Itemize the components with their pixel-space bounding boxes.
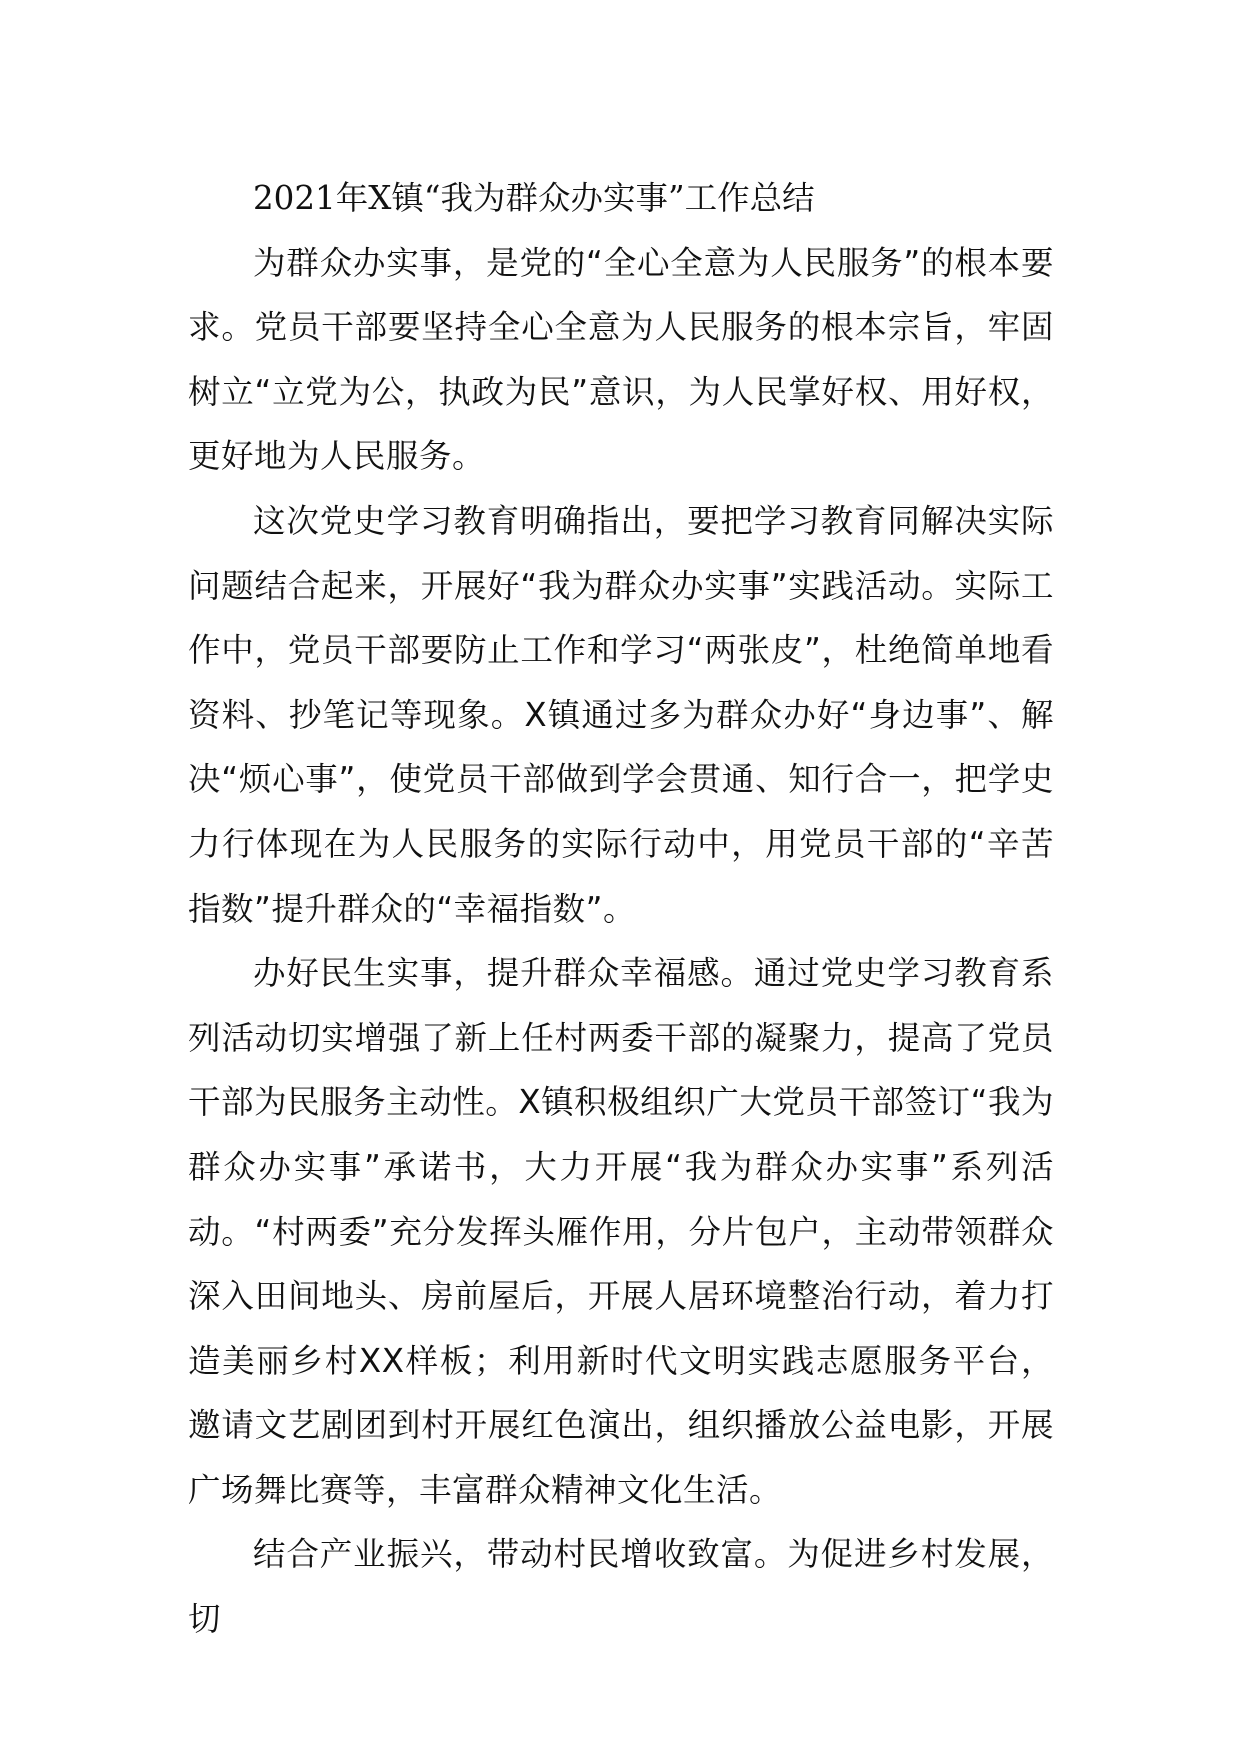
- paragraph-3: 办好民生实事，提升群众幸福感。通过党史学习教育系列活动切实增强了新上任村两委干部的凝聚力，提高了党员干部为民服务主动性。X镇积极组织广大党员干部签订“我为群众办实事”承诺书，大力开展“我为群众办实事”系列活动。“村两委”充分发挥头雁作用，分片包户，主动带领群众深入田间地头、房前屋后，开展人居环境整治行动，着力打造美丽乡村XX样板；利用新时代文明实践志愿服务平台，邀请文艺剧团到村开展红色演出，组织播放公益电影，开展广场舞比赛等，丰富群众精神文化生活。: [188, 954, 1054, 1509]
- paragraph-1: 为群众办实事，是党的“全心全意为人民服务”的根本要求。党员干部要坚持全心全意为人民服务的根本宗旨，牢固树立“立党为公，执政为民”意识，为人民掌好权、用好权，更好地为人民服务。: [188, 243, 1054, 476]
- document-body: [188, 166, 1054, 1652]
- document-title: 2021年X镇“我为群众办实事”工作总结: [253, 179, 815, 217]
- paragraph-4: 结合产业振兴，带动村民增收致富。为促进乡村发展，切: [188, 1535, 1054, 1639]
- paragraph-2: 这次党史学习教育明确指出，要把学习教育同解决实际问题结合起来，开展好“我为群众办实事”实践活动。实际工作中，党员干部要防止工作和学习“两张皮”，杜绝简单地看资料、抄笔记等现象。X镇通过多为群众办好“身边事”、解决“烦心事”，使党员干部做到学会贯通、知行合一，把学史力行体现在为人民服务的实际行动中，用党员干部的“辛苦指数”提升群众的“幸福指数”。: [188, 501, 1054, 928]
